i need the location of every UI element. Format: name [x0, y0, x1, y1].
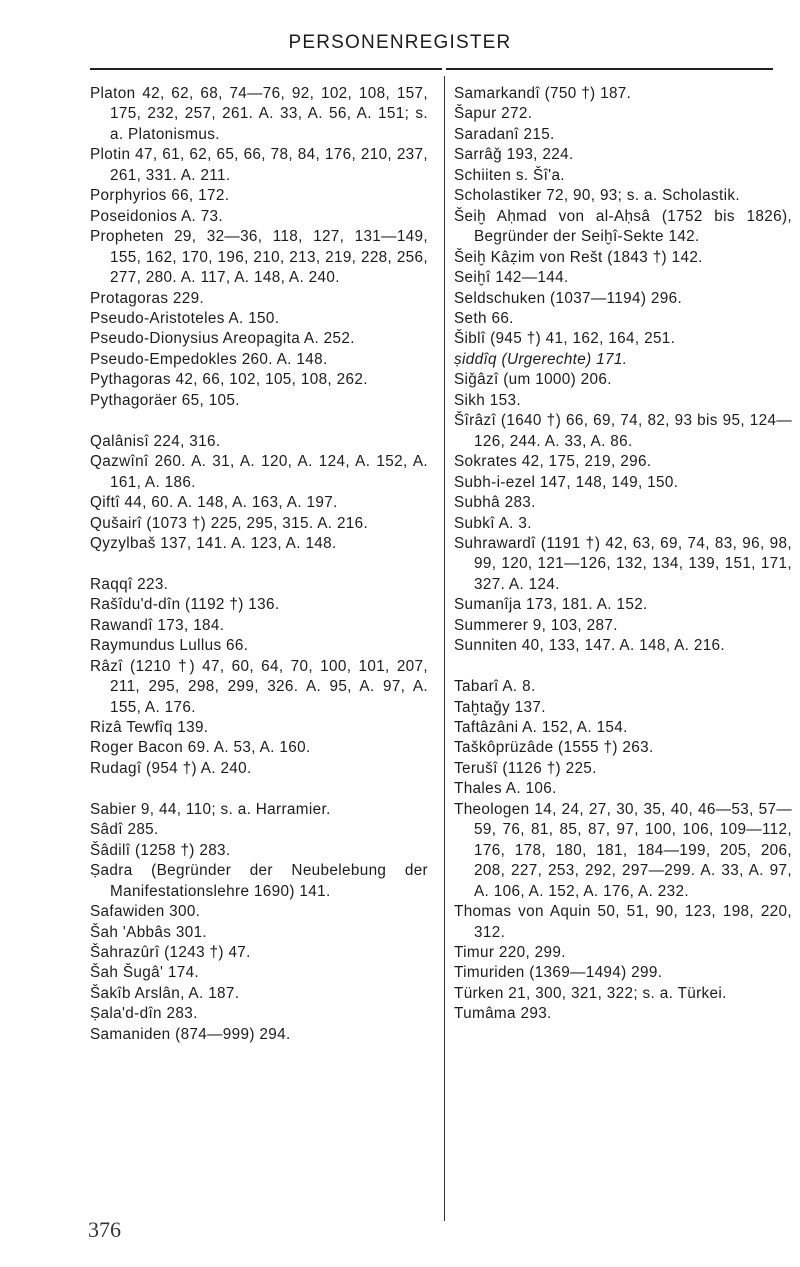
- index-entry: Roger Bacon 69. A. 53, A. 160.: [90, 739, 311, 757]
- index-entry: Plotin 47, 61, 62, 65, 66, 78, 84, 176, 210, 237, 261, 331. A. 211.: [90, 146, 428, 184]
- index-entry: Timuriden (1369—1494) 299.: [454, 964, 663, 982]
- index-entry: Pseudo-Empedokles 260. A. 148.: [90, 350, 328, 368]
- index-entry: Schiiten s. Šî'a.: [454, 166, 565, 184]
- index-entry: Râzî (1210 †) 47, 60, 64, 70, 100, 101, 207, 211, 295, 298, 299, 326. A. 95, A. 97, A. 155, A. 176.: [90, 657, 428, 716]
- index-entry: Pseudo-Dionysius Areopagita A. 252.: [90, 330, 355, 348]
- index-entry: Tabarî A. 8.: [454, 678, 536, 696]
- index-entry: Porphyrios 66, 172.: [90, 187, 230, 205]
- index-entry: Timur 220, 299.: [454, 944, 566, 962]
- index-entry: Qušairî (1073 †) 225, 295, 315. A. 216.: [90, 514, 369, 532]
- index-entry: Sikh 153.: [454, 391, 521, 409]
- header-rule-right: [446, 68, 773, 70]
- page-number: 376: [88, 1217, 121, 1242]
- index-entry: Šah Šugâ' 174.: [90, 964, 200, 982]
- index-entry: Pseudo-Aristoteles A. 150.: [90, 309, 280, 327]
- index-entry: Seth 66.: [454, 309, 514, 327]
- index-entry: Poseidonios A. 73.: [90, 207, 224, 225]
- index-column-right: [454, 84, 792, 1025]
- index-entry: Theologen 14, 24, 27, 30, 35, 40, 46—53, 57—59, 76, 81, 85, 87, 97, 100, 106, 109—112, 176, 178, 180, 181, 184—199, 205, 206, 208, 227, 253, 292, 297—299. A. 33, A. 97, A. 106, A. 152, A. 176, A. 232.: [454, 800, 792, 900]
- index-entry: Raymundus Lullus 66.: [90, 637, 249, 655]
- index-entry: Thomas von Aquin 50, 51, 90, 123, 198, 220, 312.: [454, 903, 792, 941]
- index-entry: Šeiḫ Kâẓim von Rešt (1843 †) 142.: [454, 248, 703, 266]
- index-entry: Subkî A. 3.: [454, 514, 532, 532]
- index-entry: Sarrâǧ 193, 224.: [454, 146, 574, 164]
- index-entry: Protagoras 229.: [90, 289, 205, 307]
- index-entry: Šapur 272.: [454, 105, 533, 123]
- index-entry: Šakîb Arslân, A. 187.: [90, 984, 240, 1002]
- index-entry: Sabier 9, 44, 110; s. a. Harramier.: [90, 800, 331, 818]
- index-entry: Taškôprüzâde (1555 †) 263.: [454, 739, 654, 757]
- index-entry: Seldschuken (1037—1194) 296.: [454, 289, 683, 307]
- index-entry: Sunniten 40, 133, 147. A. 148, A. 216.: [454, 637, 726, 655]
- letter-gap: [90, 554, 428, 574]
- index-entry: Platon 42, 62, 68, 74—76, 92, 102, 108, 157, 175, 232, 257, 261. A. 33, A. 56, A. 151; s. a. Platonismus.: [90, 85, 428, 143]
- index-entry: Taftâzâni A. 152, A. 154.: [454, 719, 628, 737]
- index-entry: Scholastiker 72, 90, 93; s. a. Scholastik.: [454, 187, 740, 205]
- column-divider: [444, 76, 445, 1221]
- letter-gap: [90, 779, 428, 799]
- index-entry: Šahrazûrî (1243 †) 47.: [90, 943, 251, 961]
- index-entry: Šiblî (945 †) 41, 162, 164, 251.: [454, 330, 676, 348]
- index-entry: Ṣala'd-dîn 283.: [90, 1005, 198, 1023]
- index-entry: Šîrâzî (1640 †) 66, 69, 74, 82, 93 bis 95, 124—126, 244. A. 33, A. 86.: [454, 412, 792, 450]
- index-entry: Šâdilî (1258 †) 283.: [90, 841, 231, 859]
- index-entry: Qalânisî 224, 316.: [90, 432, 221, 450]
- header-rule-left: [90, 68, 442, 70]
- index-entry: Terušî (1126 †) 225.: [454, 759, 597, 777]
- index-entry: Qyzylbaš 137, 141. A. 123, A. 148.: [90, 534, 337, 552]
- index-entry: Rawandî 173, 184.: [90, 616, 225, 634]
- index-entry: Samaniden (874—999) 294.: [90, 1025, 291, 1043]
- index-entry: Ṣadra (Begründer der Neubelebung der Manifestationslehre 1690) 141.: [90, 862, 428, 900]
- index-entry: Taḫtaǧy 137.: [454, 698, 546, 716]
- index-entry: Türken 21, 300, 321, 322; s. a. Türkei.: [454, 984, 727, 1002]
- index-entry: Rašîdu'd-dîn (1192 †) 136.: [90, 596, 280, 614]
- index-entry: ṣiddîq (Urgerechte) 171.: [454, 350, 628, 368]
- index-column-left: [90, 84, 428, 1045]
- index-entry: Saradanî 215.: [454, 125, 555, 143]
- index-entry: Suhrawardî (1191 †) 42, 63, 69, 74, 83, 96, 98, 99, 120, 121—126, 132, 134, 139, 151, 171, 327. A. 124.: [454, 534, 792, 593]
- index-entry: Propheten 29, 32—36, 118, 127, 131—149, 155, 162, 170, 196, 210, 213, 219, 228, 256, 277, 280. A. 117, A. 148, A. 240.: [90, 228, 428, 287]
- index-entry: Šeiḫ Aḥmad von al-Aḥsâ (1752 bis 1826), Begründer der Seiḫî-Sekte 142.: [454, 207, 792, 246]
- index-entry: Safawiden 300.: [90, 903, 201, 921]
- index-entry: Tumâma 293.: [454, 1005, 552, 1023]
- index-entry: Sumanîja 173, 181. A. 152.: [454, 596, 648, 614]
- index-entry: Qazwînî 260. A. 31, A. 120, A. 124, A. 152, A. 161, A. 186.: [90, 453, 428, 491]
- letter-gap: [454, 657, 792, 677]
- index-entry: Pythagoras 42, 66, 102, 105, 108, 262.: [90, 371, 368, 389]
- index-entry: Rudagî (954 †) A. 240.: [90, 759, 252, 777]
- index-entry: Subhâ 283.: [454, 494, 536, 512]
- letter-gap: [90, 411, 428, 431]
- index-entry: Subh-i-ezel 147, 148, 149, 150.: [454, 473, 679, 491]
- index-entry: Thales A. 106.: [454, 780, 557, 798]
- running-head: PERSONENREGISTER: [288, 32, 512, 53]
- index-entry: Samarkandî (750 †) 187.: [454, 85, 632, 102]
- index-entry: Sâdî 285.: [90, 821, 159, 839]
- index-entry: Rizâ Tewfîq 139.: [90, 719, 209, 737]
- index-entry: Pythagoräer 65, 105.: [90, 391, 240, 409]
- index-entry: Summerer 9, 103, 287.: [454, 616, 618, 634]
- index-entry: Qiftî 44, 60. A. 148, A. 163, A. 197.: [90, 494, 338, 512]
- index-entry: Raqqî 223.: [90, 575, 169, 593]
- index-entry: Siǧâzî (um 1000) 206.: [454, 371, 612, 389]
- index-entry: Šah 'Abbâs 301.: [90, 923, 208, 941]
- index-entry: Seiḫî 142—144.: [454, 269, 569, 287]
- index-entry: Sokrates 42, 175, 219, 296.: [454, 453, 652, 471]
